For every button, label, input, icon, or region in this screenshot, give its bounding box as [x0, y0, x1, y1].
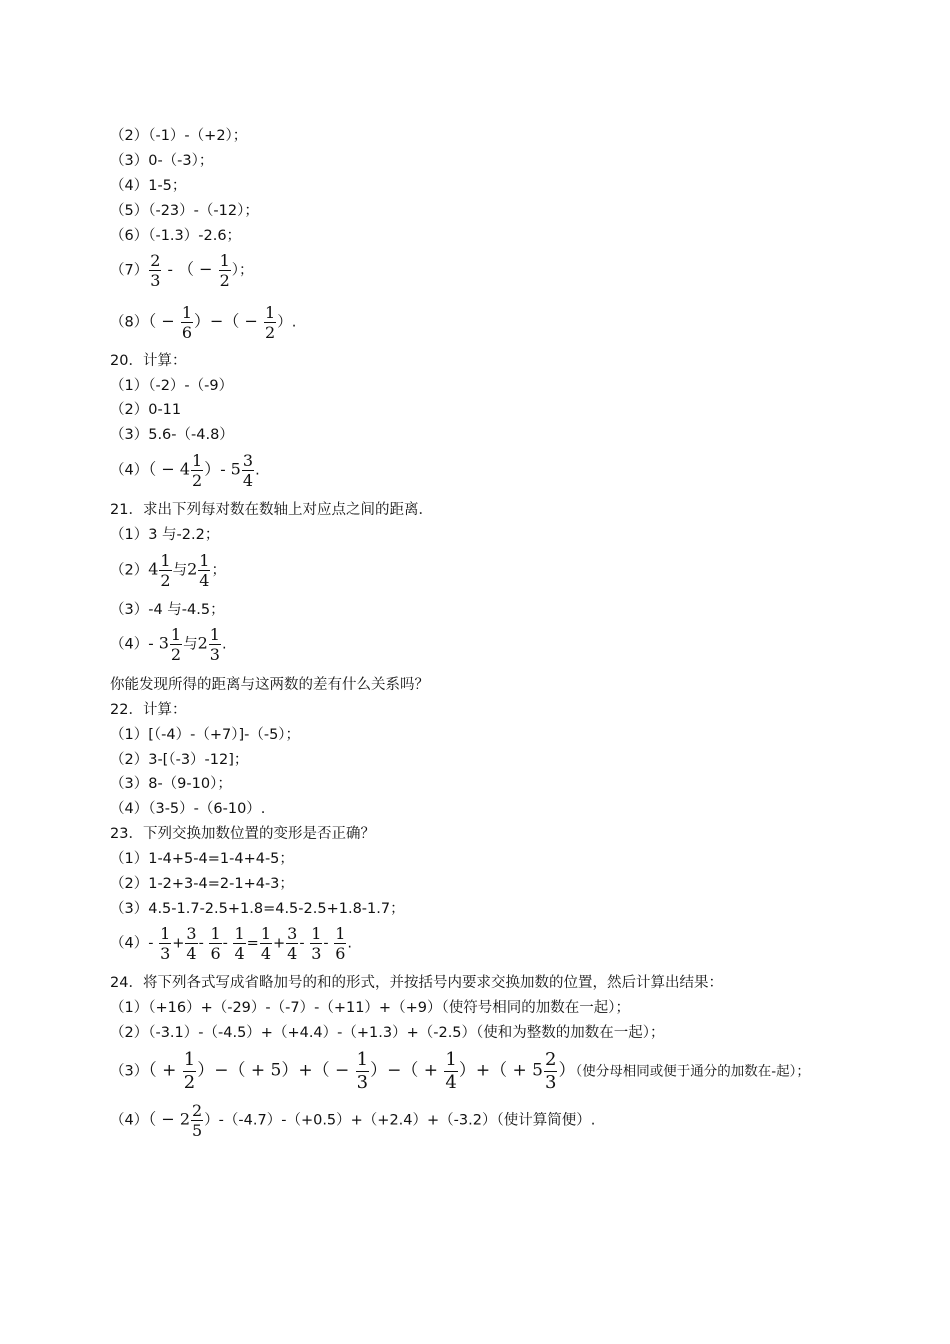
numerator: 1: [160, 924, 171, 943]
fraction: [185, 925, 197, 962]
numerator: 2: [150, 251, 161, 270]
operator: -: [148, 935, 159, 952]
expression-text: ）+（ + 5: [458, 1060, 543, 1081]
q24-item-4: [110, 1102, 595, 1139]
numerator: 1: [311, 924, 322, 943]
denominator: 2: [265, 323, 276, 342]
numerator: 1: [183, 1049, 196, 1070]
fraction: [181, 304, 193, 341]
q24-title: 24．将下列各式写成省略加号的和的形式，并按括号内要求交换加数的位置，然后计算出结果：: [110, 975, 723, 991]
whole-number: 2: [187, 559, 198, 579]
numerator: 1: [335, 924, 346, 943]
fraction: [149, 252, 161, 289]
denominator: 3: [311, 944, 322, 963]
q22-item-4: （4）（3-5）-（6-10）.: [110, 801, 266, 817]
expression-text: （ − 4: [148, 459, 190, 479]
expression-text: .: [221, 636, 227, 653]
numerator: 1: [356, 1049, 369, 1070]
denominator: 6: [335, 944, 346, 963]
fraction: [159, 925, 171, 962]
fraction: [191, 452, 203, 489]
denominator: 6: [181, 323, 193, 342]
fraction: [198, 552, 210, 589]
numerator: 1: [181, 303, 193, 322]
fraction: [170, 626, 182, 663]
numerator: 1: [265, 303, 276, 322]
denominator: 4: [260, 944, 272, 963]
denominator: 4: [199, 571, 210, 590]
denominator: 3: [160, 944, 171, 963]
fraction: [260, 925, 272, 962]
expression-text: ）−（ +: [370, 1060, 444, 1081]
q21-item-4: [110, 626, 227, 663]
expression-text: - （ −: [162, 259, 218, 279]
fraction: [159, 552, 171, 589]
numerator: 3: [287, 924, 298, 943]
denominator: 4: [234, 944, 245, 963]
denominator: 6: [210, 944, 221, 963]
fraction: [233, 925, 245, 962]
numerator: 2: [192, 1101, 203, 1120]
expression-text: ；: [211, 562, 226, 579]
fraction: [242, 452, 254, 489]
q24-item-3: [110, 1050, 810, 1093]
q19-item-6: （6）（-1.3）-2.6；: [110, 228, 242, 244]
expression-text: 与: [172, 562, 188, 579]
q19-item-4: （4）1-5；: [110, 178, 187, 194]
q21-question: 你能发现所得的距离与这两数的差有什么关系吗？: [110, 677, 429, 693]
operator: -: [198, 935, 209, 952]
denominator: 3: [150, 271, 161, 290]
fraction: [356, 1050, 369, 1093]
q24-item-2: （2）（-3.1）-（-4.5）+（+4.4）-（+1.3）+（-2.5）（使和为整数的加数在一起）；: [110, 1025, 665, 1041]
denominator: 2: [219, 271, 230, 290]
q21-item-3: （3）-4 与-4.5；: [110, 602, 225, 618]
q22-title: 22．计算：: [110, 702, 187, 718]
expression-text: ）.: [277, 314, 297, 331]
numerator: 3: [242, 451, 254, 470]
numerator: 1: [219, 251, 230, 270]
whole-number: 4: [148, 559, 159, 579]
numerator: 1: [160, 551, 171, 570]
instruction-note: （使分母相同或便于通分的加数在-起）；: [575, 1063, 810, 1080]
denominator: 2: [183, 1072, 196, 1093]
q20-item-1: （1）（-2）-（-9）: [110, 378, 234, 394]
denominator: 4: [186, 944, 197, 963]
operator: +: [172, 935, 185, 952]
item-label: （2）: [110, 562, 149, 579]
denominator: 3: [545, 1072, 557, 1093]
item-label: （8）: [110, 314, 149, 331]
item-label: （4）: [110, 462, 149, 479]
numerator: 1: [192, 451, 203, 470]
denominator: 3: [209, 645, 220, 664]
denominator: 3: [356, 1072, 369, 1093]
numerator: 1: [170, 625, 182, 644]
q22-item-1: （1）[（-4）-（+7）]-（-5）；: [110, 727, 301, 743]
fraction: [209, 626, 221, 663]
expression-text: （ +: [148, 1060, 182, 1081]
numerator: 1: [210, 924, 221, 943]
numerator: 1: [209, 625, 220, 644]
expression-text: ）−（ −: [194, 311, 264, 331]
operator: -: [222, 935, 233, 952]
expression-text: ）−（ + 5）+（ −: [197, 1060, 355, 1081]
expression-text: ）: [558, 1060, 576, 1081]
item-label: （4）: [110, 1112, 149, 1129]
q19-item-8: [110, 304, 296, 341]
denominator: 2: [160, 571, 171, 590]
fraction: [310, 925, 322, 962]
fraction: [264, 304, 276, 341]
expression-text: .: [255, 462, 260, 479]
expression-text: 与: [183, 636, 198, 653]
fraction: [286, 925, 298, 962]
expression-text: ）- 5: [204, 459, 241, 479]
denominator: 2: [170, 645, 182, 664]
whole-number: - 3: [148, 633, 169, 653]
numerator: 3: [186, 924, 197, 943]
operator: +: [273, 935, 286, 952]
q19-item-2: （2）（-1）-（+2）；: [110, 128, 248, 144]
q23-title: 23．下列交换加数位置的变形是否正确？: [110, 826, 375, 842]
fraction: [334, 925, 346, 962]
whole-number: 2: [197, 633, 208, 653]
q20-item-2: （2）0-11: [110, 402, 182, 418]
numerator: 2: [545, 1049, 557, 1070]
fraction: [183, 1050, 196, 1093]
item-label: （4）: [110, 935, 149, 952]
denominator: 4: [287, 944, 298, 963]
numerator: 1: [234, 924, 245, 943]
q19-item-7: [110, 252, 254, 289]
numerator: 1: [199, 551, 210, 570]
fraction: [544, 1050, 557, 1093]
fraction: [191, 1102, 203, 1139]
expression-text: （ −: [148, 311, 180, 331]
operator: -: [299, 935, 310, 952]
q19-item-3: （3）0-（-3）；: [110, 153, 214, 169]
numerator: 1: [445, 1049, 457, 1070]
q22-item-3: （3）8-（9-10）；: [110, 776, 232, 792]
q20-item-4: [110, 452, 260, 489]
denominator: 4: [445, 1072, 457, 1093]
q21-item-1: （1）3 与-2.2；: [110, 527, 220, 543]
expression-text: ）-（-4.7）-（+0.5）+（+2.4）+（-3.2）（使计算简便）.: [204, 1112, 596, 1129]
fraction: [219, 252, 231, 289]
item-label: （7）: [110, 262, 149, 279]
item-label: （3）: [110, 1063, 149, 1080]
q23-item-2: （2）1-2+3-4=2-1+4-3；: [110, 876, 294, 892]
q23-item-4: [110, 925, 352, 962]
q23-item-1: （1）1-4+5-4=1-4+4-5；: [110, 851, 294, 867]
q24-item-1: （1）（+16）+（-29）-（-7）-（+11）+（+9）（使符号相同的加数在一起）；: [110, 1000, 630, 1016]
q20-title: 20．计算：: [110, 353, 187, 369]
q21-item-2: [110, 552, 226, 589]
denominator: 2: [192, 471, 203, 490]
q22-item-2: （2）3-[（-3）-12]；: [110, 752, 249, 768]
expression-text: （ − 2: [148, 1109, 190, 1129]
operator: -: [323, 935, 334, 952]
fraction: [444, 1050, 457, 1093]
expression-text: .: [347, 935, 353, 952]
denominator: 4: [242, 471, 254, 490]
expression-text: ）；: [231, 262, 254, 279]
item-label: （4）: [110, 636, 149, 653]
denominator: 5: [192, 1121, 203, 1140]
q23-item-3: （3）4.5-1.7-2.5+1.8=4.5-2.5+1.8-1.7；: [110, 901, 405, 917]
q20-item-3: （3）5.6-（-4.8）: [110, 427, 234, 443]
q19-item-5: （5）（-23）-（-12）；: [110, 203, 259, 219]
numerator: 1: [260, 924, 272, 943]
q21-title: 21．求出下列每对数在数轴上对应点之间的距离．: [110, 502, 433, 518]
fraction: [209, 925, 221, 962]
operator: =: [246, 935, 259, 952]
